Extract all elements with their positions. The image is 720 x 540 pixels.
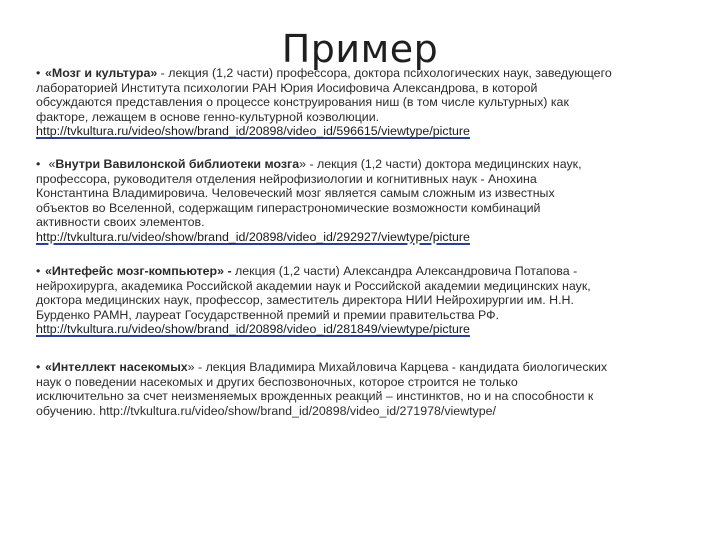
bullet: • bbox=[36, 264, 41, 278]
list-item-insect-intelligence bbox=[36, 360, 696, 418]
lecture-title: Внутри Вавилонской библиотеки мозга bbox=[55, 157, 300, 171]
lecture-title-quote: « bbox=[45, 157, 56, 171]
slide-title: Пример bbox=[281, 27, 439, 71]
bullet: • bbox=[36, 360, 41, 374]
lecture-title: «Интеллект насекомых bbox=[45, 360, 188, 374]
lecture-description: лекция (1,2 части) Александра Александровича Потапова - нейрохирурга, академика Российской академии наук и Российской академии медицинских наук, доктора медицинских наук, профессор, заместитель директора НИИ Нейрохирургии им. Н.Н. Бурденко РАМН, лауреат Государственной премий и премии правительства РФ. bbox=[36, 264, 591, 322]
list-item-babel-library bbox=[36, 157, 696, 245]
lecture-link[interactable]: http://tvkultura.ru/video/show/brand_id/20898/video_id/596615/viewtype/picture bbox=[36, 124, 470, 139]
lecture-link[interactable]: http://tvkultura.ru/video/show/brand_id/20898/video_id/281849/viewtype/picture bbox=[36, 322, 470, 337]
lecture-url-text[interactable]: http://tvkultura.ru/video/show/brand_id/20898/video_id/271978/viewtype/ bbox=[99, 403, 496, 418]
bullet: • bbox=[36, 66, 41, 80]
lecture-title: «Мозг и культура» bbox=[45, 66, 158, 80]
bullet: • bbox=[36, 157, 41, 171]
lecture-description: » - лекция Владимира Михайловича Карцева - кандидата биологических наук о поведении насекомых и других беспозвоночных, которое строится не только исключительно за счет неизменяемых врожденных реакций – инстинктов, но и на способности к обучению. bbox=[36, 360, 608, 418]
lecture-description: » - лекция (1,2 части) доктора медицинских наук, профессора, руководителя отделения нейрофизиологии и когнитивных наук - Анохина Константина Владимировича. Человеческий мозг является самым сложным из известных объектов во Вселенной, содержащим гиперастрономические возможности комбинаций активности своих элементов. bbox=[36, 157, 582, 230]
lecture-link[interactable]: http://tvkultura.ru/video/show/brand_id/20898/video_id/292927/viewtype/picture bbox=[36, 229, 470, 244]
lecture-description: - лекция (1,2 части) профессора, доктора психологических наук, заведующего лабораторией Института психологии РАН Юрия Иосифовича Александрова, в которой обсуждаются представления о процессе конструирования ниш (в том числе культурных) как факторе, лежащем в основе генно-культурной коэволюции. bbox=[36, 66, 612, 124]
list-item-brain-computer-interface bbox=[36, 264, 696, 337]
list-item-brain-and-culture bbox=[36, 66, 696, 139]
lecture-title: «Интефейс мозг-компьютер» - bbox=[45, 264, 232, 278]
